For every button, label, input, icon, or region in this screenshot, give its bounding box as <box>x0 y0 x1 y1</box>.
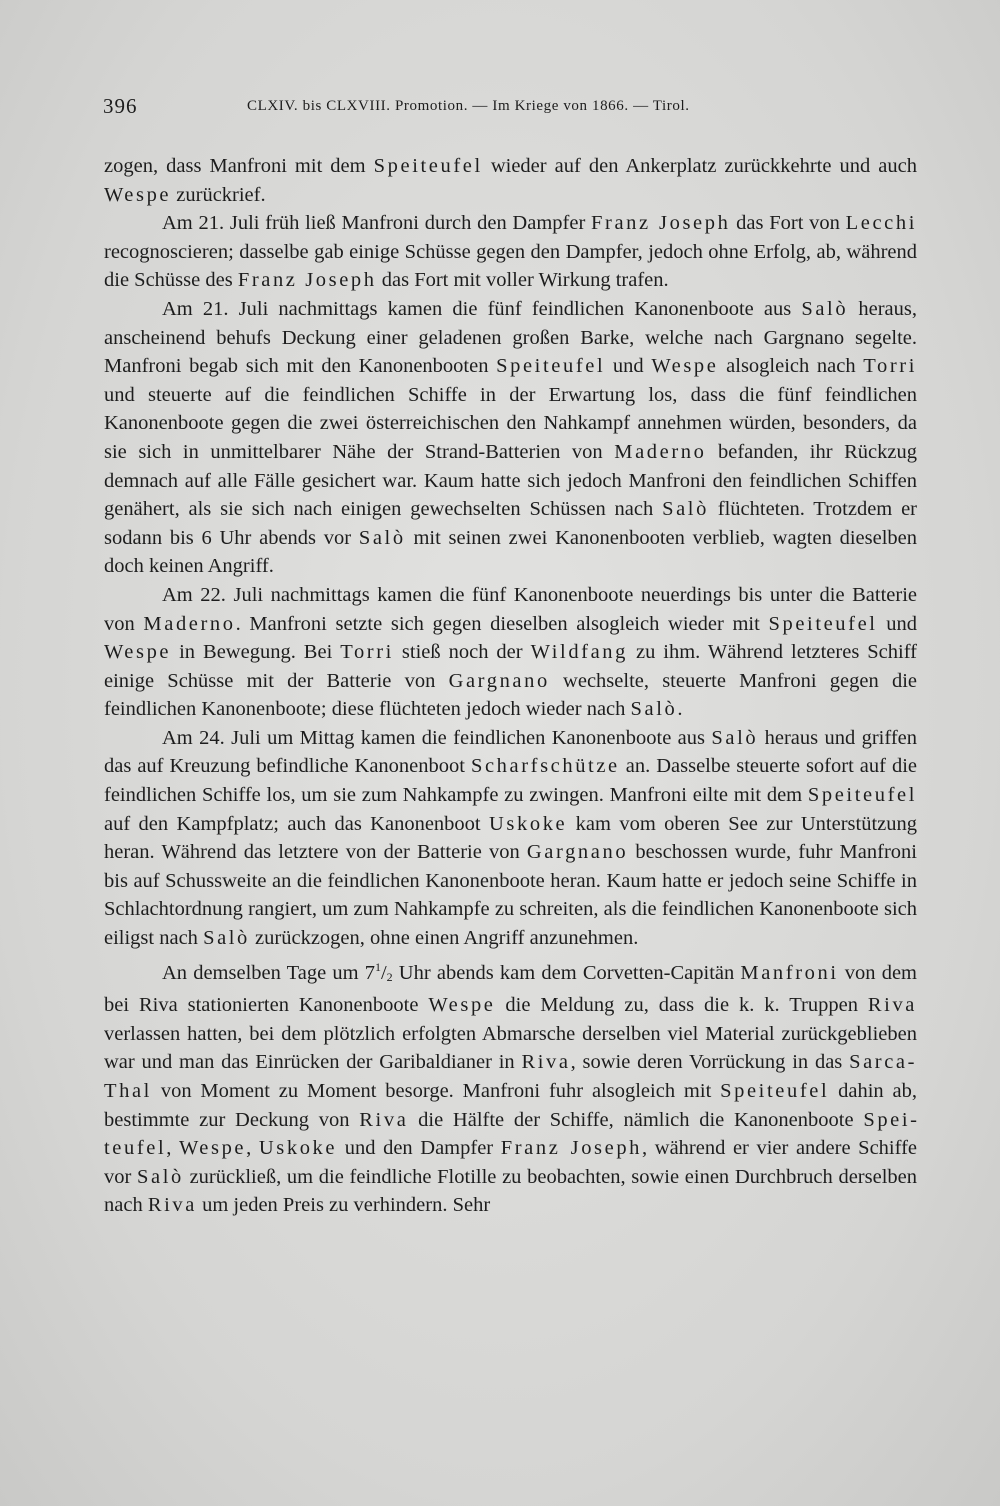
text-run: Am 22. Juli nachmittags kamen die fünf Kanonenboote neuerdings bis unter die Batterie von <box>104 583 917 635</box>
paragraph-1 <box>104 152 917 209</box>
text-run: wieder auf den Ankerplatz zurückkehrte und auch <box>482 155 918 177</box>
spaced-name: Riva <box>867 994 917 1017</box>
spaced-name: Wespe <box>651 355 719 378</box>
spaced-name: Salò <box>801 297 849 320</box>
spaced-name: Manfroni <box>740 961 839 984</box>
text-run: um jeden Preis zu verhindern. Sehr <box>196 1194 491 1217</box>
spaced-name: Torri <box>340 641 394 664</box>
text-run: befanden, ihr Rückzug demnach auf alle Fälle gesichert war. Kaum hatte sich jedoch Manfroni den feindlichen Schiffen genähert, als sie sich nach einigen gewechselten Schüssen nach <box>104 440 917 521</box>
text-run: . <box>677 698 683 721</box>
spaced-name: Speiteufel <box>496 355 606 378</box>
spaced-name: Wespe <box>104 641 172 664</box>
spaced-name: Riva <box>521 1051 571 1074</box>
text-run: kam vom oberen See zur Unterstützung heran. Während das letztere von der Batterie von <box>104 812 917 864</box>
running-title: CLXIV. bis CLXVIII. Promotion. — Im Kriege von 1866. — Tirol. <box>247 98 690 114</box>
text-run: , <box>246 1137 259 1160</box>
text-run: auf den Kampfplatz; auch das Kanonenboot <box>104 812 490 835</box>
spaced-name: Torri <box>863 355 917 378</box>
text-run: und <box>877 612 918 635</box>
spaced-name: Riva <box>147 1194 197 1217</box>
text-run: das Fort von <box>730 212 846 235</box>
paragraph-6 <box>104 953 917 1220</box>
text-run: in Bewegung. Bei <box>171 641 341 664</box>
spaced-name: Sarca-Thal <box>104 1051 918 1102</box>
spaced-name: Riva <box>359 1108 409 1131</box>
text-run: und <box>605 355 652 378</box>
text-run: das Fort mit voller Wirkung trafen. <box>376 269 669 292</box>
spaced-name: Scharfschütze <box>470 755 620 778</box>
spaced-name: Gargnano <box>526 841 629 864</box>
spaced-name: Gargnano <box>448 669 550 692</box>
spaced-name: Speiteufel <box>768 612 878 635</box>
text-run: heraus, anscheinend behufs Deckung einer geladenen großen Barke, welche nach Gargnano segelte. Manfroni begab sich mit den Kanonenbooten <box>104 297 917 378</box>
paragraph-3 <box>104 295 917 581</box>
text-run: Am 21. Juli früh ließ Manfroni durch den Dampfer <box>162 212 592 235</box>
text-run: , während er vier andere Schiffe vor <box>104 1137 918 1188</box>
spaced-name: Lecchi <box>845 212 918 235</box>
text-run: , sowie deren Vorrückung in das <box>570 1051 850 1074</box>
spaced-name: Speiteufel <box>720 1080 830 1102</box>
text-run: alsogleich nach <box>718 355 864 378</box>
spaced-name: Salò <box>662 498 709 521</box>
text-run: An demselben Tage um 7 <box>162 961 375 984</box>
text-run: zogen, dass Manfroni mit dem <box>104 155 374 177</box>
spaced-name: Speiteufel <box>104 1108 917 1160</box>
text-run: zurückließ, um die feindliche Flotille zu beobachten, sowie einen Durchbruch derselben nach <box>104 1165 917 1217</box>
text-run: beschossen wurde, fuhr Manfroni bis auf Schussweite an die feindlichen Kanonenboote heran. Kaum hatte er jedoch seine Schiffe in Schlachtordnung rangiert, um zum Nahkampfe zu schreiten, als die feindlichen Kanonenboote sich eiligst nach <box>104 841 917 950</box>
spaced-name: Salò <box>203 927 250 950</box>
spaced-name: Wespe <box>428 994 496 1017</box>
paragraph-4 <box>104 581 917 724</box>
spaced-name: Salò <box>358 526 406 549</box>
text-run: zurückzogen, ohne einen Angriff anzunehmen. <box>249 927 639 950</box>
fraction: $^1/_2$ <box>374 959 393 984</box>
text-run: zurückrief. <box>171 183 266 206</box>
text-run: und steuerte auf die feindlichen Schiffe in der Erwartung los, dass die fünf feindlichen Kanonenboote gegen die zwei österreichischen den Nahkampf annehmen würden, besonders, da sie sich in unmittelbarer Nähe der Strand-Batterien von <box>104 383 917 463</box>
text-run: . Manfroni setzte sich gegen dieselben alsogleich wieder mit <box>235 612 769 635</box>
text-run: Uhr abends kam dem Corvetten-Capitän <box>392 961 741 984</box>
spaced-name: Speiteufel <box>807 784 917 807</box>
spaced-name: Maderno <box>143 612 236 635</box>
text-run: Am 21. Juli nachmittags kamen die fünf feindlichen Kanonenboote aus <box>162 297 802 320</box>
spaced-name: Wildfang <box>530 641 628 664</box>
paragraph-5 <box>104 724 917 953</box>
spaced-name: Franz Joseph <box>591 212 731 235</box>
text-run: an. Dasselbe steuerte sofort auf die feindlichen Schiffe los, um sie zum Nahkampfe zu zwingen. Manfroni eilte mit dem <box>104 755 917 807</box>
text-run: verlassen hatten, bei dem plötzlich erfolgten Abmarsche derselben viel Material zurückgeblieben war und man das Einrücken der Garibaldianer in <box>104 1022 917 1074</box>
spaced-name: Salò <box>711 726 759 749</box>
spaced-name: Franz Joseph <box>237 269 377 292</box>
spaced-name: Uskoke <box>258 1137 338 1160</box>
text-run: die Meldung zu, dass die k. k. Truppen <box>495 994 868 1017</box>
text-run: die Hälfte der Schiffe, nämlich die Kanonenboote <box>408 1108 864 1131</box>
text-run: dahin ab, bestimmte zur Deckung von <box>104 1080 917 1131</box>
fraction-denominator: 2 <box>386 969 393 984</box>
body-text <box>104 152 917 1220</box>
text-run: Am 24. Juli um Mittag kamen die feindlichen Kanonenboote aus <box>162 726 712 749</box>
spaced-name: Uskoke <box>489 812 568 835</box>
fraction-numerator: 1 <box>374 959 381 974</box>
text-run: heraus und griffen das auf Kreuzung befindliche Kanonenboot <box>104 726 918 778</box>
paragraph-2 <box>104 209 917 295</box>
text-run: stieß noch der <box>393 641 531 664</box>
text-run: wechselte, steuerte Manfroni gegen die feindlichen Kanonenboote; diese flüchteten jedoch wieder nach <box>104 669 917 721</box>
spaced-name: Franz Joseph <box>500 1137 643 1160</box>
spaced-name: Salò <box>630 698 678 721</box>
text-run: und den Dampfer <box>337 1137 501 1160</box>
spaced-name: Speiteufel <box>373 155 483 177</box>
page-number: 396 <box>103 94 138 118</box>
spaced-name: Wespe <box>179 1137 247 1160</box>
page-header <box>103 94 917 118</box>
spaced-name: Wespe <box>104 183 172 206</box>
text-run: von Moment zu Moment besorge. Manfroni fuhr alsogleich mit <box>151 1080 721 1102</box>
text-run: , <box>166 1137 179 1160</box>
text-run: flüchteten. Trotzdem er sodann bis 6 Uhr abends vor <box>104 498 917 549</box>
text-run: von dem bei Riva stationierten Kanonenboote <box>104 961 917 1017</box>
text-run: recognoscieren; dasselbe gab einige Schüsse gegen den Dampfer, jedoch ohne Erfolg, ab, während die Schüsse des <box>104 240 917 292</box>
text-run: zu ihm. Während letzteres Schiff einige Schüsse mit der Batterie von <box>104 641 917 692</box>
spaced-name: Salò <box>137 1165 184 1188</box>
text-run: mit seinen zwei Kanonenbooten verblieb, wagten dieselben doch keinen Angriff. <box>104 526 918 578</box>
spaced-name: Maderno <box>614 440 707 463</box>
